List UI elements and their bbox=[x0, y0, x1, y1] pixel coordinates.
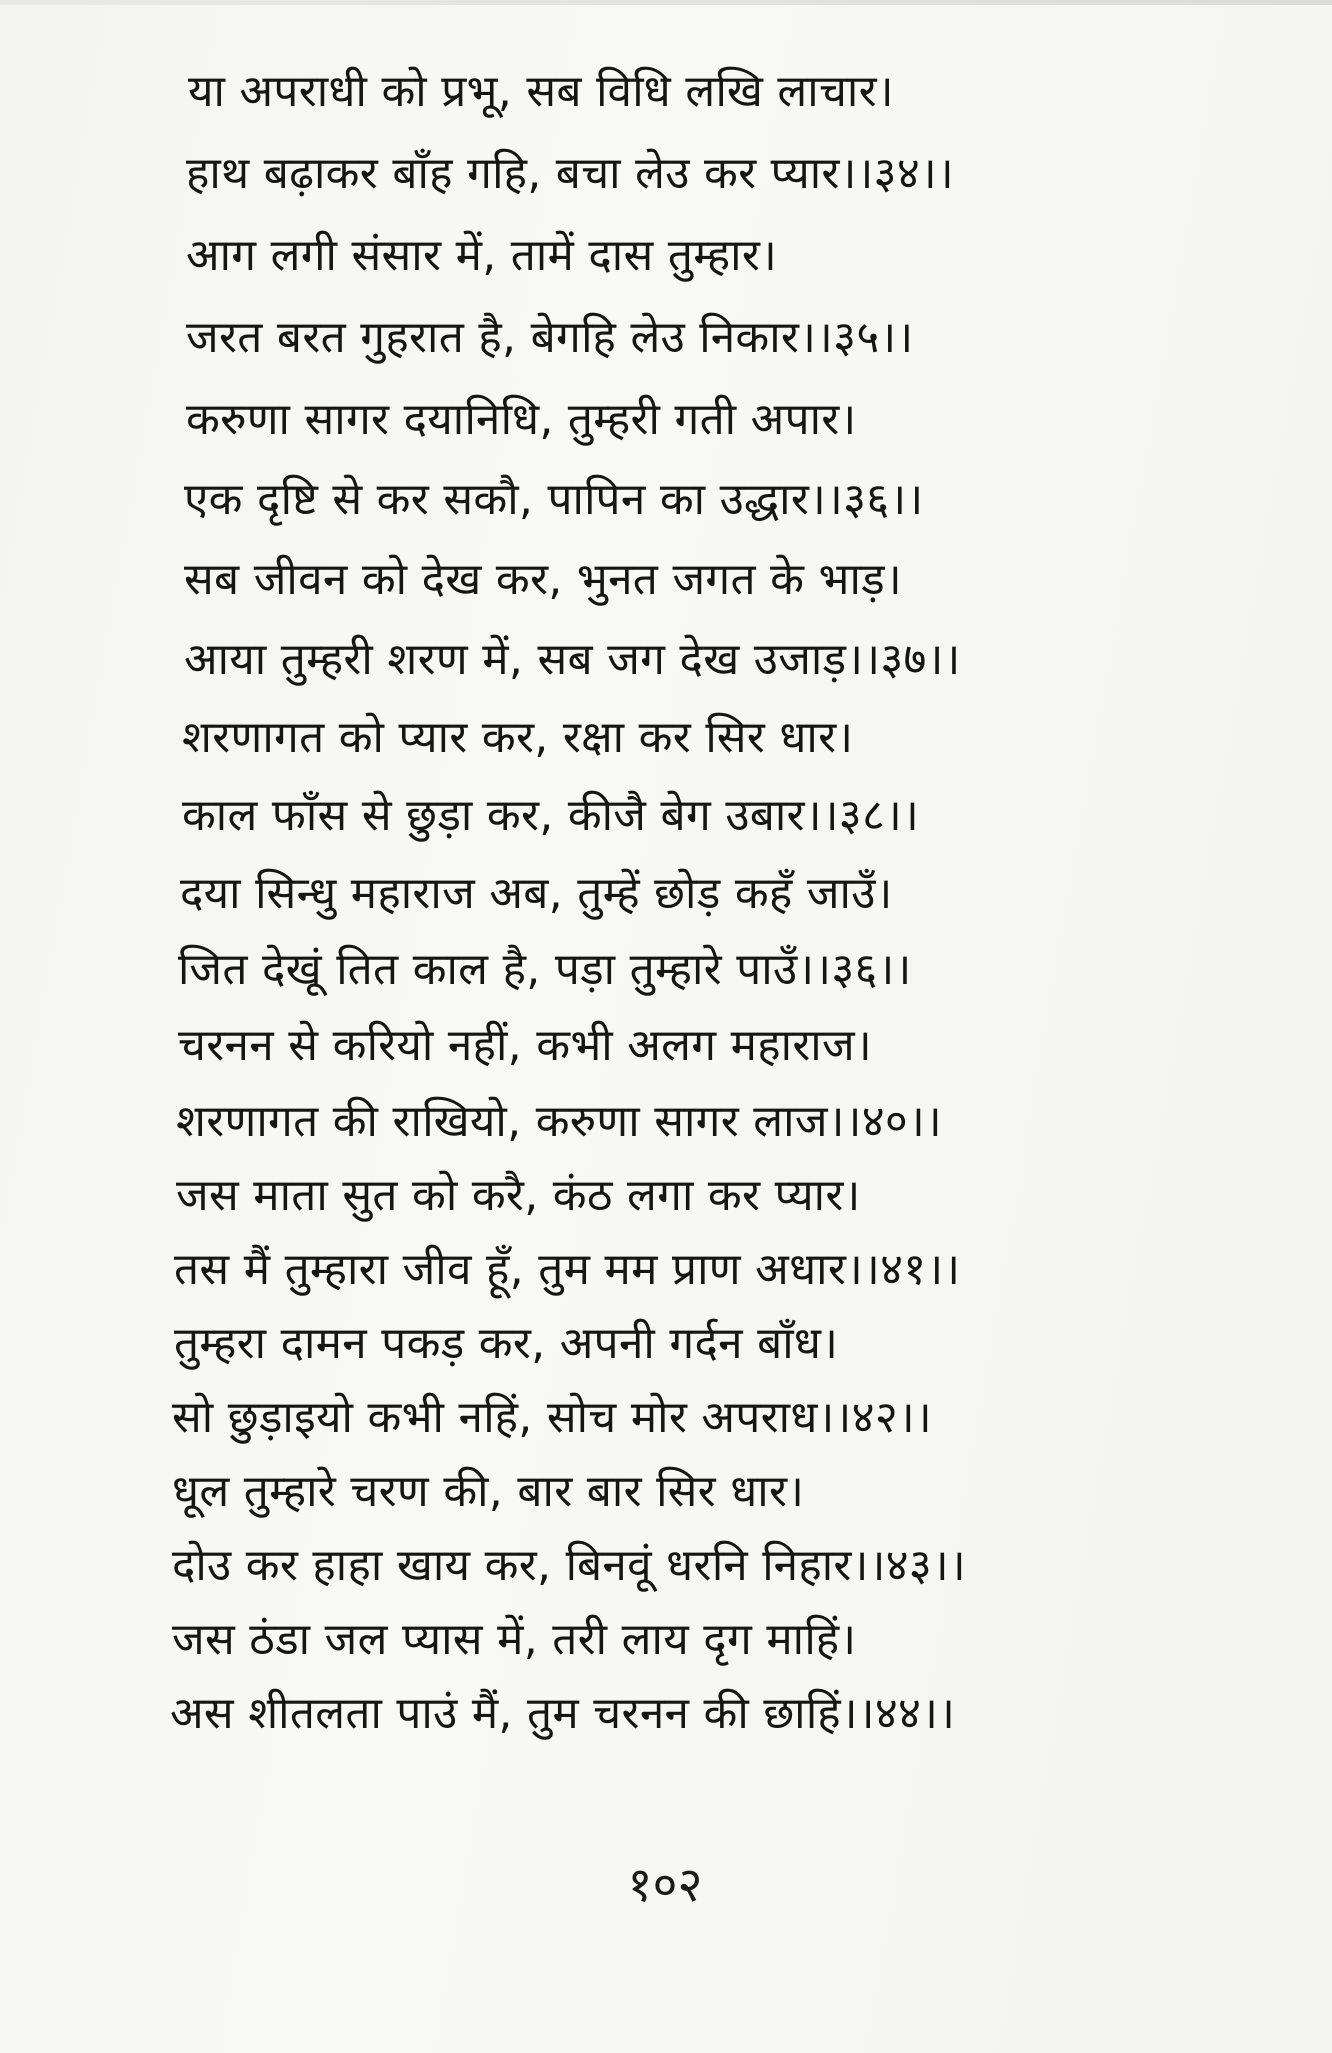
verse-line: जरत बरत गुहरात है, बेगहि लेउ निकार।।३५।। bbox=[186, 312, 914, 363]
verse-line: करुणा सागर दयानिधि, तुम्हरी गती अपार। bbox=[186, 394, 857, 445]
verse-line: शरणागत को प्यार कर, रक्षा कर सिर धार। bbox=[182, 712, 854, 763]
verse-line: धूल तुम्हारे चरण की, बार बार सिर धार। bbox=[172, 1466, 805, 1517]
verse-line: दोउ कर हाहा खाय कर, बिनवूं धरनि निहार।।४३।। bbox=[172, 1540, 966, 1591]
verse-line: जस ठंडा जल प्यास में, तरी लाय दृग माहिं। bbox=[172, 1614, 857, 1665]
verse-line: चरनन से करियो नहीं, कभी अलग महाराज। bbox=[178, 1020, 872, 1071]
verse-line: आया तुम्हरी शरण में, सब जग देख उजाड़।।३७।। bbox=[184, 634, 961, 685]
verse-line: दया सिन्धु महाराज अब, तुम्हें छोड़ कहँ जाउँ। bbox=[180, 868, 893, 919]
verse-line: तस मैं तुम्हारा जीव हूँ, तुम मम प्राण अधार।।४१।। bbox=[174, 1244, 961, 1295]
verse-line: एक दृष्टि से कर सकौ, पापिन का उद्धार।।३६।। bbox=[184, 474, 924, 525]
verse-line: सो छुड़ाइयो कभी नहिं, सोच मोर अपराध।।४२।। bbox=[172, 1392, 932, 1443]
verse-line: तुम्हरा दामन पकड़ कर, अपनी गर्दन बाँध। bbox=[174, 1318, 839, 1369]
verse-line: शरणागत की राखियो, करुणा सागर लाज।।४०।। bbox=[176, 1096, 943, 1147]
verse-line: सब जीवन को देख कर, भुनत जगत के भाड़। bbox=[184, 554, 902, 605]
verse-line: जित देखूं तित काल है, पड़ा तुम्हारे पाउँ।।३६।। bbox=[178, 944, 912, 995]
verse-line: या अपराधी को प्रभू, सब विधि लखि लाचार। bbox=[188, 66, 894, 117]
verse-line: हाथ बढ़ाकर बाँह गहि, बचा लेउ कर प्यार।।३४।। bbox=[186, 148, 954, 199]
page-number: १०२ bbox=[627, 1857, 703, 1913]
verse-line: आग लगी संसार में, तामें दास तुम्हार। bbox=[186, 230, 778, 281]
verse-line: जस माता सुत को करै, कंठ लगा कर प्यार। bbox=[176, 1170, 861, 1221]
verse-line: काल फाँस से छुड़ा कर, कीजै बेग उबार।।३८।। bbox=[182, 790, 920, 841]
verse-line: अस शीतलता पाउं मैं, तुम चरनन की छाहिं।।४४।। bbox=[170, 1688, 956, 1739]
